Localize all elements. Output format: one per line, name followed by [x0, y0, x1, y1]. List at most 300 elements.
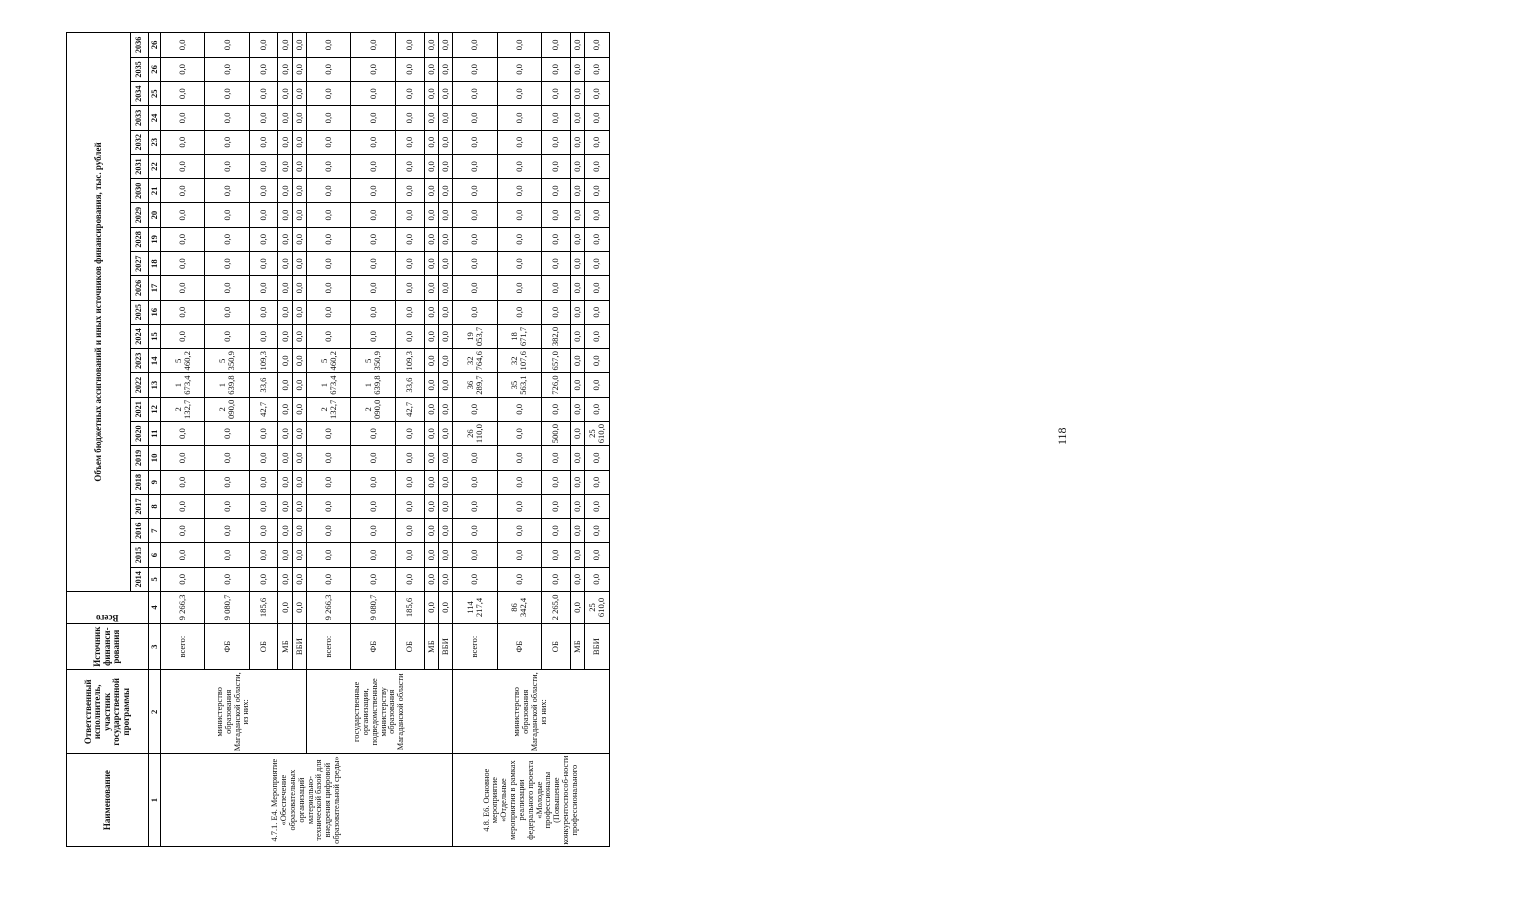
year-value: 0,0: [161, 82, 205, 106]
year-value: 0,0: [570, 543, 584, 567]
total-value: 9 266,3: [307, 591, 351, 623]
year-header: 2032: [131, 130, 149, 154]
year-value: 0,0: [438, 130, 452, 154]
page-number: 118: [1055, 427, 1069, 445]
year-value: 0,0: [570, 397, 584, 421]
year-value: 0,0: [249, 203, 278, 227]
year-value: 0,0: [453, 397, 497, 421]
funding-source: ФБ: [205, 623, 249, 669]
year-value: 0,0: [570, 130, 584, 154]
year-value: 0,0: [395, 154, 424, 178]
year-value: 0,0: [249, 33, 278, 58]
year-value: 0,0: [424, 494, 438, 518]
year-value: 0,0: [424, 57, 438, 81]
year-value: 0,0: [395, 33, 424, 58]
year-value: 0,0: [292, 33, 306, 58]
year-value: 0,0: [307, 130, 351, 154]
year-value: 0,0: [424, 203, 438, 227]
year-value: 0,0: [278, 203, 292, 227]
year-value: 0,0: [541, 446, 570, 470]
year-header: 2030: [131, 179, 149, 203]
year-value: 0,0: [351, 519, 395, 543]
year-value: 0,0: [584, 252, 609, 276]
year-value: 0,0: [351, 154, 395, 178]
year-value: 42,7: [395, 397, 424, 421]
total-value: 9 266,3: [161, 591, 205, 623]
year-value: 18 671,7: [497, 324, 541, 348]
year-value: 0,0: [453, 227, 497, 251]
year-header: 2016: [131, 519, 149, 543]
column-number: 15: [149, 324, 161, 348]
year-value: 0,0: [438, 252, 452, 276]
year-value: 0,0: [395, 227, 424, 251]
year-value: 0,0: [570, 179, 584, 203]
year-value: 0,0: [497, 543, 541, 567]
year-value: 0,0: [292, 252, 306, 276]
year-header: 2026: [131, 276, 149, 300]
year-value: 0,0: [424, 300, 438, 324]
year-value: 0,0: [497, 33, 541, 58]
year-header: 2033: [131, 106, 149, 130]
year-value: 0,0: [249, 154, 278, 178]
activity-name: 4.7.1. Е4. Мероприятие «Обеспечение образовательных организаций материально-технической базой для внедрения цифровой образовательной среды»: [161, 754, 453, 847]
year-value: 0,0: [424, 179, 438, 203]
year-value: 0,0: [541, 82, 570, 106]
year-value: 0,0: [438, 470, 452, 494]
funding-source: ВБИ: [292, 623, 306, 669]
year-value: 0,0: [570, 519, 584, 543]
year-value: 0,0: [307, 300, 351, 324]
total-value: 9 080,7: [205, 591, 249, 623]
column-number: 10: [149, 446, 161, 470]
year-value: 0,0: [351, 227, 395, 251]
year-value: 0,0: [205, 227, 249, 251]
year-value: 0,0: [161, 300, 205, 324]
year-header: 2024: [131, 324, 149, 348]
year-value: 0,0: [395, 470, 424, 494]
year-value: 0,0: [424, 276, 438, 300]
year-value: 382,0: [541, 324, 570, 348]
funding-source: ОБ: [249, 623, 278, 669]
column-number: 24: [149, 106, 161, 130]
year-value: 0,0: [424, 446, 438, 470]
year-value: 0,0: [278, 470, 292, 494]
year-value: 0,0: [541, 276, 570, 300]
year-value: 0,0: [307, 421, 351, 445]
year-value: 0,0: [584, 494, 609, 518]
year-value: 0,0: [438, 421, 452, 445]
year-value: 0,0: [161, 276, 205, 300]
year-value: 0,0: [351, 57, 395, 81]
year-value: 0,0: [584, 106, 609, 130]
year-value: 0,0: [205, 519, 249, 543]
responsible-executor: министерство образования Магаданской области, из них:: [453, 670, 610, 754]
total-value: 0,0: [424, 591, 438, 623]
responsible-executor: государственные организации, подведомственные министерству образования Магаданской области: [307, 670, 453, 754]
year-value: 0,0: [205, 154, 249, 178]
year-value: 0,0: [351, 543, 395, 567]
table-row: [307, 33, 351, 847]
column-number: 11: [149, 421, 161, 445]
year-value: 0,0: [249, 300, 278, 324]
year-value: 0,0: [584, 324, 609, 348]
year-value: 0,0: [570, 470, 584, 494]
year-value: 0,0: [497, 227, 541, 251]
year-value: 0,0: [438, 300, 452, 324]
year-value: 0,0: [497, 57, 541, 81]
year-header: 2025: [131, 300, 149, 324]
column-number: 18: [149, 252, 161, 276]
year-value: 0,0: [278, 276, 292, 300]
year-value: 0,0: [307, 567, 351, 591]
total-value: 0,0: [292, 591, 306, 623]
year-value: 0,0: [453, 130, 497, 154]
year-value: 0,0: [438, 567, 452, 591]
year-header: 2015: [131, 543, 149, 567]
year-value: 0,0: [307, 470, 351, 494]
year-header: 2018: [131, 470, 149, 494]
year-value: 0,0: [278, 397, 292, 421]
year-value: 0,0: [278, 106, 292, 130]
year-value: 0,0: [351, 33, 395, 58]
year-value: 0,0: [584, 203, 609, 227]
year-value: 0,0: [395, 276, 424, 300]
column-number: 1: [149, 754, 161, 847]
year-value: 0,0: [438, 203, 452, 227]
column-number: 16: [149, 300, 161, 324]
year-value: 0,0: [292, 494, 306, 518]
year-value: 0,0: [307, 106, 351, 130]
year-value: 0,0: [292, 567, 306, 591]
year-value: 0,0: [351, 300, 395, 324]
year-value: 0,0: [307, 519, 351, 543]
total-value: 86 342,4: [497, 591, 541, 623]
column-number: 5: [149, 567, 161, 591]
year-value: 0,0: [205, 300, 249, 324]
year-value: 0,0: [307, 57, 351, 81]
year-value: 0,0: [584, 519, 609, 543]
funding-source: всего:: [307, 623, 351, 669]
year-header: 2017: [131, 494, 149, 518]
year-value: 0,0: [161, 106, 205, 130]
year-value: 0,0: [205, 130, 249, 154]
year-value: 0,0: [292, 470, 306, 494]
year-value: 0,0: [307, 33, 351, 58]
year-value: 0,0: [541, 519, 570, 543]
column-numbers-row: [149, 33, 161, 847]
year-value: 0,0: [161, 130, 205, 154]
year-value: 0,0: [584, 567, 609, 591]
year-value: 0,0: [541, 543, 570, 567]
year-value: 0,0: [292, 154, 306, 178]
header-funding: Объем бюджетных ассигнований и иных источников финансирования, тыс. рублей: [67, 33, 131, 592]
year-value: 0,0: [453, 179, 497, 203]
year-value: 0,0: [205, 446, 249, 470]
year-value: 0,0: [453, 470, 497, 494]
year-value: 0,0: [292, 519, 306, 543]
year-value: 0,0: [570, 446, 584, 470]
year-value: 0,0: [570, 106, 584, 130]
funding-source: ВБИ: [438, 623, 452, 669]
year-value: 0,0: [278, 519, 292, 543]
year-value: 0,0: [351, 82, 395, 106]
year-value: 0,0: [497, 179, 541, 203]
year-value: 0,0: [497, 154, 541, 178]
year-header: 2029: [131, 203, 149, 227]
table-body: [161, 33, 610, 847]
year-value: 0,0: [570, 276, 584, 300]
year-value: 0,0: [307, 324, 351, 348]
year-value: 0,0: [205, 252, 249, 276]
year-value: 0,0: [584, 154, 609, 178]
year-value: 0,0: [584, 276, 609, 300]
year-value: 109,3: [395, 349, 424, 373]
year-value: 0,0: [395, 252, 424, 276]
year-value: 0,0: [292, 276, 306, 300]
year-value: 0,0: [424, 227, 438, 251]
year-value: 0,0: [395, 324, 424, 348]
year-value: 0,0: [278, 349, 292, 373]
year-value: 0,0: [278, 130, 292, 154]
year-value: 0,0: [161, 470, 205, 494]
year-value: 0,0: [205, 203, 249, 227]
funding-source: ОБ: [395, 623, 424, 669]
year-header: 2023: [131, 349, 149, 373]
year-value: 0,0: [307, 494, 351, 518]
year-value: 0,0: [249, 567, 278, 591]
year-value: 0,0: [541, 397, 570, 421]
year-value: 0,0: [438, 57, 452, 81]
year-value: 0,0: [351, 446, 395, 470]
funding-source: ВБИ: [584, 623, 609, 669]
year-value: 0,0: [424, 154, 438, 178]
column-number: 21: [149, 179, 161, 203]
year-value: 0,0: [570, 252, 584, 276]
year-value: 0,0: [249, 82, 278, 106]
year-value: 0,0: [307, 252, 351, 276]
year-value: 0,0: [278, 543, 292, 567]
year-value: 0,0: [395, 203, 424, 227]
year-value: 2 132,7: [307, 397, 351, 421]
rotated-page: [66, 32, 610, 847]
year-value: 0,0: [278, 33, 292, 58]
year-value: 500,0: [541, 421, 570, 445]
year-value: 0,0: [351, 324, 395, 348]
year-value: 2 090,0: [205, 397, 249, 421]
year-value: 0,0: [351, 130, 395, 154]
year-value: 0,0: [497, 446, 541, 470]
header-total-cell: [67, 591, 149, 623]
year-value: 0,0: [424, 33, 438, 58]
year-value: 0,0: [584, 446, 609, 470]
year-value: 0,0: [205, 82, 249, 106]
total-value: 185,6: [395, 591, 424, 623]
year-value: 0,0: [292, 82, 306, 106]
year-value: 0,0: [570, 421, 584, 445]
header-name: Наименование: [67, 754, 149, 847]
year-value: 0,0: [292, 203, 306, 227]
year-value: 0,0: [307, 82, 351, 106]
year-value: 33,6: [249, 373, 278, 397]
year-value: 0,0: [278, 57, 292, 81]
year-value: 0,0: [453, 203, 497, 227]
year-value: 2 090,0: [351, 397, 395, 421]
year-value: 0,0: [395, 106, 424, 130]
year-value: 0,0: [278, 252, 292, 276]
year-value: 0,0: [249, 470, 278, 494]
total-value: 185,6: [249, 591, 278, 623]
year-value: 0,0: [438, 33, 452, 58]
year-value: 0,0: [292, 446, 306, 470]
year-value: 32 107,6: [497, 349, 541, 373]
year-value: 0,0: [249, 252, 278, 276]
year-header: 2028: [131, 227, 149, 251]
year-value: 0,0: [395, 446, 424, 470]
year-header: 2019: [131, 446, 149, 470]
year-value: 0,0: [584, 82, 609, 106]
year-value: 0,0: [424, 349, 438, 373]
year-value: 0,0: [497, 130, 541, 154]
year-value: 0,0: [453, 57, 497, 81]
year-value: 0,0: [453, 252, 497, 276]
column-number: 19: [149, 227, 161, 251]
funding-source: МБ: [570, 623, 584, 669]
year-value: 0,0: [541, 57, 570, 81]
year-value: 0,0: [351, 421, 395, 445]
year-value: 0,0: [395, 179, 424, 203]
year-value: 726,0: [541, 373, 570, 397]
year-value: 0,0: [497, 82, 541, 106]
year-value: 0,0: [438, 519, 452, 543]
year-value: 0,0: [161, 154, 205, 178]
year-value: 0,0: [292, 397, 306, 421]
year-value: 0,0: [351, 470, 395, 494]
column-number: 3: [149, 623, 161, 669]
year-value: 0,0: [292, 130, 306, 154]
funding-source: всего:: [161, 623, 205, 669]
year-value: 0,0: [424, 397, 438, 421]
year-value: 0,0: [570, 33, 584, 58]
column-number: 7: [149, 519, 161, 543]
column-number: 17: [149, 276, 161, 300]
year-value: 0,0: [292, 179, 306, 203]
year-value: 0,0: [161, 519, 205, 543]
year-value: 0,0: [249, 519, 278, 543]
year-value: 0,0: [161, 421, 205, 445]
year-value: 0,0: [497, 203, 541, 227]
year-value: 0,0: [497, 519, 541, 543]
funding-source: МБ: [424, 623, 438, 669]
year-value: 0,0: [307, 179, 351, 203]
year-value: 0,0: [205, 324, 249, 348]
year-value: 42,7: [249, 397, 278, 421]
column-number: 8: [149, 494, 161, 518]
year-header: 2031: [131, 154, 149, 178]
year-value: 0,0: [395, 421, 424, 445]
column-number: 13: [149, 373, 161, 397]
funding-source: ОБ: [541, 623, 570, 669]
year-value: 0,0: [351, 203, 395, 227]
year-value: 0,0: [424, 252, 438, 276]
year-header: 2036: [131, 33, 149, 58]
year-value: 109,3: [249, 349, 278, 373]
year-value: 0,0: [307, 446, 351, 470]
year-value: 0,0: [584, 57, 609, 81]
year-value: 0,0: [292, 421, 306, 445]
year-value: 0,0: [395, 494, 424, 518]
year-value: 0,0: [205, 470, 249, 494]
funding-table: [66, 32, 610, 847]
year-value: 0,0: [249, 494, 278, 518]
year-value: 0,0: [161, 179, 205, 203]
year-value: 0,0: [497, 494, 541, 518]
year-value: 0,0: [453, 300, 497, 324]
year-value: 0,0: [453, 567, 497, 591]
year-value: 0,0: [424, 82, 438, 106]
year-value: 0,0: [249, 324, 278, 348]
year-value: 0,0: [249, 276, 278, 300]
year-value: 0,0: [292, 300, 306, 324]
year-value: 0,0: [453, 82, 497, 106]
year-value: 0,0: [161, 252, 205, 276]
year-value: 0,0: [570, 567, 584, 591]
year-value: 0,0: [161, 227, 205, 251]
year-value: 0,0: [497, 397, 541, 421]
year-value: 0,0: [541, 106, 570, 130]
year-value: 0,0: [438, 373, 452, 397]
table-row: [161, 33, 205, 847]
year-value: 0,0: [395, 300, 424, 324]
year-value: 0,0: [292, 227, 306, 251]
funding-source: ФБ: [497, 623, 541, 669]
year-header: 2035: [131, 57, 149, 81]
year-value: 0,0: [570, 57, 584, 81]
year-value: 0,0: [438, 349, 452, 373]
year-value: 0,0: [278, 227, 292, 251]
year-value: 0,0: [292, 349, 306, 373]
year-value: 0,0: [278, 446, 292, 470]
year-value: 0,0: [438, 543, 452, 567]
year-value: 0,0: [497, 300, 541, 324]
year-value: 35 563,1: [497, 373, 541, 397]
year-value: 657,0: [541, 349, 570, 373]
year-value: 0,0: [307, 276, 351, 300]
year-value: 0,0: [424, 519, 438, 543]
year-value: 26 110,0: [453, 421, 497, 445]
column-number: 20: [149, 203, 161, 227]
column-number: 12: [149, 397, 161, 421]
year-value: 0,0: [307, 543, 351, 567]
year-value: 0,0: [307, 154, 351, 178]
year-value: 0,0: [424, 324, 438, 348]
year-value: 0,0: [307, 227, 351, 251]
year-value: 33,6: [395, 373, 424, 397]
funding-source: всего:: [453, 623, 497, 669]
year-value: 0,0: [541, 130, 570, 154]
year-value: 0,0: [249, 543, 278, 567]
column-number: 9: [149, 470, 161, 494]
year-value: 0,0: [438, 276, 452, 300]
column-number: 26: [149, 57, 161, 81]
year-value: 0,0: [453, 276, 497, 300]
year-value: 0,0: [395, 543, 424, 567]
year-value: 0,0: [205, 494, 249, 518]
year-value: 0,0: [570, 227, 584, 251]
year-value: 0,0: [292, 373, 306, 397]
total-value: 2 265,0: [541, 591, 570, 623]
year-value: 0,0: [541, 567, 570, 591]
responsible-executor: министерство образования Магаданской области, из них:: [161, 670, 307, 754]
